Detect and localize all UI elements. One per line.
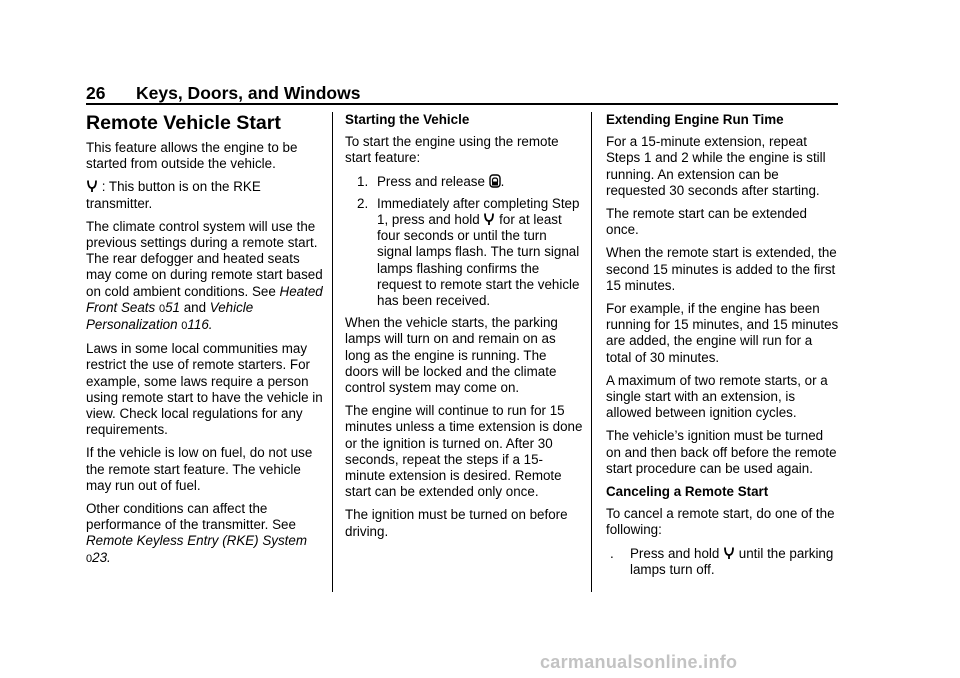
- paragraph: The climate control system will use the previous settings during a remote start. The rear defogger and heated seats may come on during remote start based on cold ambient conditions. See Heated Front Seats 051 and Vehicle Personalization 0116.: [86, 218, 323, 333]
- column-divider-2: [591, 112, 592, 592]
- bullet-list: [606, 546, 840, 578]
- subheading: Canceling a Remote Start: [606, 484, 769, 500]
- subheading: Starting the Vehicle: [345, 112, 470, 127]
- paragraph: The remote start can be extended once.: [606, 206, 807, 238]
- paragraph: A maximum of two remote starts, or a single start with an extension, is allowed between ignition cycles.: [606, 372, 828, 421]
- subheading: Extending Engine Run Time: [606, 112, 784, 127]
- page-header: [86, 82, 838, 104]
- paragraph: To start the engine using the remote start feature:: [345, 134, 559, 166]
- paragraph: The vehicle’s ignition must be turned on and then back off before the remote start procedure can be used again.: [606, 428, 837, 476]
- paragraph: Laws in some local communities may restrict the use of remote starters. For example, some laws require a person using remote start to have the vehicle in view. Check local regulations for any requirements.: [86, 341, 323, 438]
- page-ref-arrow-icon: 0: [86, 552, 93, 565]
- column-3: [606, 112, 840, 578]
- list-item: 1. Press and release .: [357, 173, 505, 189]
- page-ref-arrow-icon: 0: [158, 302, 166, 315]
- remote-start-icon: [483, 212, 495, 226]
- header-rule: [86, 103, 838, 105]
- list-item: 2. Immediately after completing Step 1, press and hold for at least four seconds or until the turn signal lamps flash. The turn signal lamps flashing confirms the request to remote start the vehicle has been received.: [357, 195, 580, 309]
- cross-reference-link[interactable]: Remote Keyless Entry (RKE) System: [86, 533, 308, 549]
- paragraph: If the vehicle is low on fuel, do not use the remote start feature. The vehicle may run out of fuel.: [86, 445, 313, 493]
- cross-reference-link[interactable]: Heated Front Seats: [86, 283, 323, 315]
- paragraph: To cancel a remote start, do one of the following:: [606, 506, 835, 538]
- page-number: 26: [86, 83, 106, 103]
- column-1: [86, 112, 326, 574]
- remote-start-icon: [86, 179, 98, 193]
- column-2: [345, 112, 583, 547]
- paragraph: For a 15-minute extension, repeat Steps 1 and 2 while the engine is still running. An extension can be requested 30 seconds after starting.: [606, 134, 826, 198]
- remote-start-icon: [723, 546, 735, 560]
- page-ref-arrow-icon: 0: [181, 320, 188, 333]
- steps-list: [345, 174, 583, 310]
- bullet-icon: .: [610, 545, 614, 561]
- section-heading: Remote Vehicle Start: [86, 112, 281, 134]
- paragraph: The ignition must be turned on before driving.: [345, 507, 568, 539]
- column-divider-1: [332, 112, 333, 592]
- paragraph: When the remote start is extended, the second 15 minutes is added to the first 15 minutes.: [606, 245, 837, 293]
- paragraph: For example, if the engine has been running for 15 minutes, and 15 minutes are added, the engine will run for a total of 30 minutes.: [606, 301, 839, 365]
- list-item: . Press and hold until the parking lamps turn off.: [610, 545, 834, 577]
- cross-reference-link[interactable]: Vehicle Personalization: [86, 299, 254, 333]
- paragraph: The engine will continue to run for 15 minutes unless a time extension is done or the ignition is turned on. After 30 seconds, repeat the steps if a 15-minute extension is desired. Remote start can be extended only once.: [345, 403, 583, 500]
- paragraph: This feature allows the engine to be started from outside the vehicle.: [86, 140, 298, 172]
- paragraph: Other conditions can affect the performance of the transmitter. See Remote Keyless Entry (RKE) System 023.: [86, 501, 308, 565]
- paragraph: : This button is on the RKE transmitter.: [86, 179, 261, 211]
- paragraph: When the vehicle starts, the parking lamps will turn on and remain on as long as the engine is running. The doors will be locked and the climate control system may come on.: [345, 315, 558, 396]
- lock-icon: [489, 174, 501, 188]
- watermark: carmanualsonline.info: [540, 652, 738, 672]
- section-title: Keys, Doors, and Windows: [136, 83, 361, 103]
